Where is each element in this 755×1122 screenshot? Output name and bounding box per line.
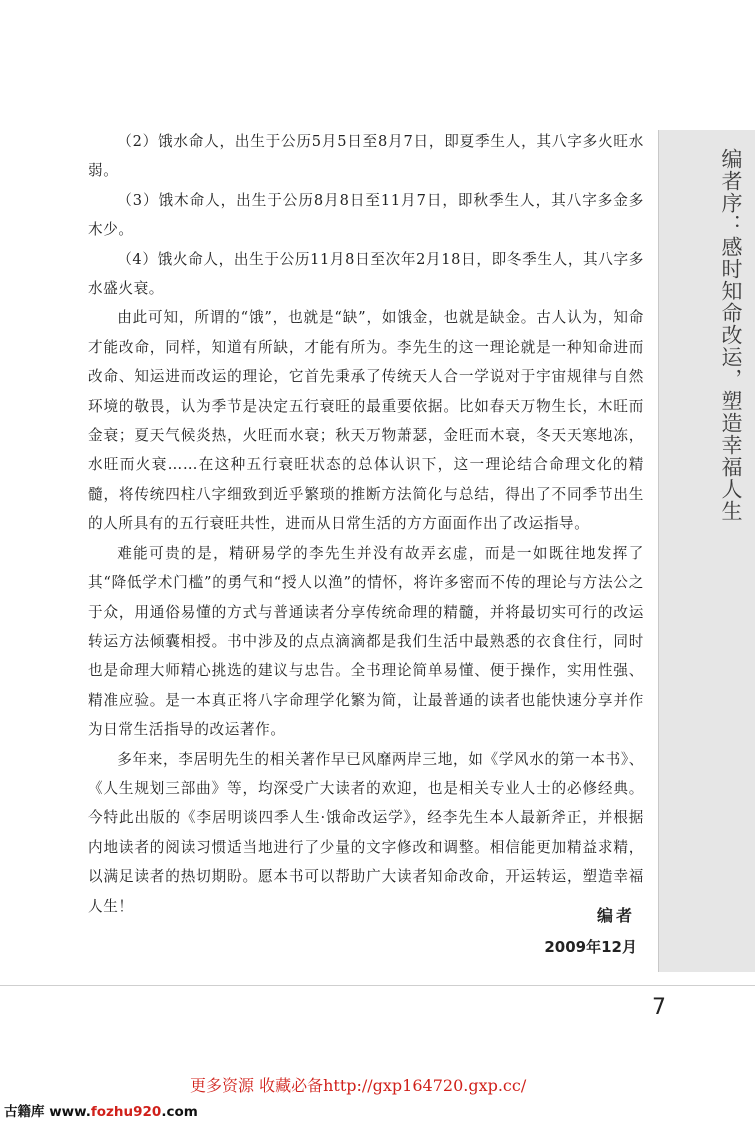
site-watermark <box>4 1100 198 1120</box>
body-text <box>88 127 644 921</box>
page-number: 7 <box>652 995 666 1020</box>
signature: 编者 <box>596 906 635 925</box>
paragraph: 多年来，李居明先生的相关著作早已风靡两岸三地，如《学风水的第一本书》、《人生规划三部曲》等，均深受广大读者的欢迎，也是相关专业人士的必修经典。今特此出版的《李居明谈四季人生·饿命改运学》，经李先生本人最新斧正，并根据内地读者的阅读习惯适当地进行了少量的文字修改和调整。相信能更加精益求精，以满足读者的热切期盼。愿本书可以帮助广大读者知命改命，开运转运，塑造幸福人生！ <box>88 750 644 915</box>
paragraph: 由此可知，所谓的“饿”，也就是“缺”，如饿金，也就是缺金。古人认为，知命才能改命，同样，知道有所缺，才能有所为。李先生的这一理论就是一种知命进而改命、知运进而改运的理论，它首先秉承了传统天人合一学说对于宇宙规律与自然环境的敬畏，认为季节是决定五行衰旺的最重要依据。比如春天万物生长，木旺而金衰；夏天气候炎热，火旺而水衰；秋天万物萧瑟，金旺而木衰，冬天天寒地冻，水旺而火衰……在这种五行衰旺状态的总体认识下，这一理论结合命理文化的精髓，将传统四柱八字细致到近乎繁琐的推断方法简化与总结，得出了不同季节出生的人所具有的五行衰旺共性，进而从日常生活的方方面面作出了改运指导。 <box>88 309 644 533</box>
list-item: （4）饿火命人，出生于公历11月8日至次年2月18日，即冬季生人，其八字多水盛火衰。 <box>88 250 644 298</box>
list-item: （3）饿木命人，出生于公历8月8日至11月7日，即秋季生人，其八字多金多木少。 <box>88 191 644 239</box>
site-prefix: 古籍库 www. <box>4 1104 91 1120</box>
site-suffix: .com <box>161 1104 198 1120</box>
page-bottom-rule <box>0 985 755 986</box>
resource-ad-link[interactable]: 更多资源 收藏必备http://gxp164720.gxp.cc/ <box>190 1076 527 1095</box>
paragraph: 难能可贵的是，精研易学的李先生并没有故弄玄虚，而是一如既往地发挥了其“降低学术门槛”的勇气和“授人以渔”的情怀，将许多密而不传的理论与方法公之于众，用通俗易懂的方式与普通读者分享传统命理的精髓，并将最切实可行的改运转运方法倾囊相授。书中涉及的点点滴滴都是我们生活中最熟悉的衣食住行，同时也是命理大师精心挑选的建议与忠告。全书理论简单易懂、便于操作，实用性强、精准应验。是一本真正将八字命理学化繁为简，让最普通的读者也能快速分享并作为日常生活指导的改运著作。 <box>88 544 644 739</box>
list-item: （2）饿水命人，出生于公历5月5日至8月7日，即夏季生人，其八字多火旺水弱。 <box>88 133 644 180</box>
date: 2009年12月 <box>544 938 637 956</box>
chapter-side-title: 编者序：感时知命改运，塑造幸福人生 <box>719 148 743 522</box>
site-highlight: fozhu920 <box>90 1104 162 1120</box>
